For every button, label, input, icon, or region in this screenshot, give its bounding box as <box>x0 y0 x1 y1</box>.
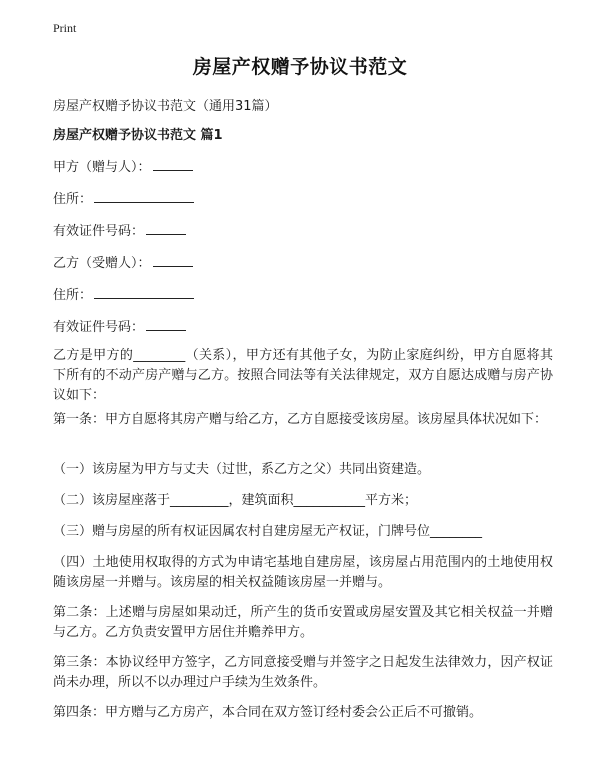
field-party-b-blank <box>153 252 193 267</box>
field-party-b <box>53 252 193 271</box>
field-id-2 <box>53 316 186 335</box>
field-id-1 <box>53 220 186 239</box>
paragraph-item-1: （一）该房屋为甲方与丈夫（过世，系乙方之父）共同出资建造。 <box>53 462 431 477</box>
field-address-2-blank <box>94 284 194 299</box>
field-id-2-label: 有效证件号码： <box>53 320 145 335</box>
paragraph-item-2: （二）该房屋座落于_________，建筑面积___________平方米； <box>53 493 418 508</box>
print-link[interactable]: Print <box>53 21 77 35</box>
section-title: 房屋产权赠予协议书范文 篇1 <box>53 128 223 143</box>
field-party-a-blank <box>153 156 193 171</box>
paragraph-intro: 乙方是甲方的________（关系），甲方还有其他子女，为防止家庭纠纷，甲方自愿将其下所有的不动产房产赠与乙方。按照合同法等有关法律规定，双方自愿达成赠与房产协议如下： <box>53 348 553 403</box>
field-address-2-label: 住所： <box>53 288 93 303</box>
paragraph-item-3: （三）赠与房屋的所有权证因属农村自建房屋无产权证，门牌号位________ <box>53 524 483 539</box>
field-id-1-label: 有效证件号码： <box>53 224 145 239</box>
field-party-a <box>53 156 193 175</box>
paragraph-article-4: 第四条：甲方赠与乙方房产，本合同在双方签订经村委会公正后不可撤销。 <box>53 705 483 720</box>
field-address-1 <box>53 188 194 207</box>
paragraph-article-3: 第三条：本协议经甲方签字，乙方同意接受赠与并签字之日起发生法律效力，因产权证尚未办理，所以不以办理过户手续为生效条件。 <box>53 655 553 690</box>
field-address-1-label: 住所： <box>53 192 93 207</box>
field-party-a-label: 甲方（赠与人）： <box>53 160 151 175</box>
field-address-1-blank <box>94 188 194 203</box>
field-party-b-label: 乙方（受赠人）： <box>53 256 151 271</box>
document-title: 房屋产权赠予协议书范文 <box>192 56 408 78</box>
field-id-1-blank <box>146 220 186 235</box>
field-address-2 <box>53 284 194 303</box>
paragraph-item-4: （四）土地使用权取得的方式为申请宅基地自建房屋，该房屋占用范围内的土地使用权随该房屋一并赠与。该房屋的相关权益随该房屋一并赠与。 <box>53 555 553 590</box>
paragraph-article-2: 第二条：上述赠与房屋如果动迁，所产生的货币安置或房屋安置及其它相关权益一并赠与乙方。乙方负责安置甲方居住并赡养甲方。 <box>53 605 553 640</box>
field-id-2-blank <box>146 316 186 331</box>
document-subtitle: 房屋产权赠予协议书范文（通用31篇） <box>53 99 278 114</box>
paragraph-article-1: 第一条：甲方自愿将其房产赠与给乙方，乙方自愿接受该房屋。该房屋具体状况如下： <box>53 412 548 427</box>
